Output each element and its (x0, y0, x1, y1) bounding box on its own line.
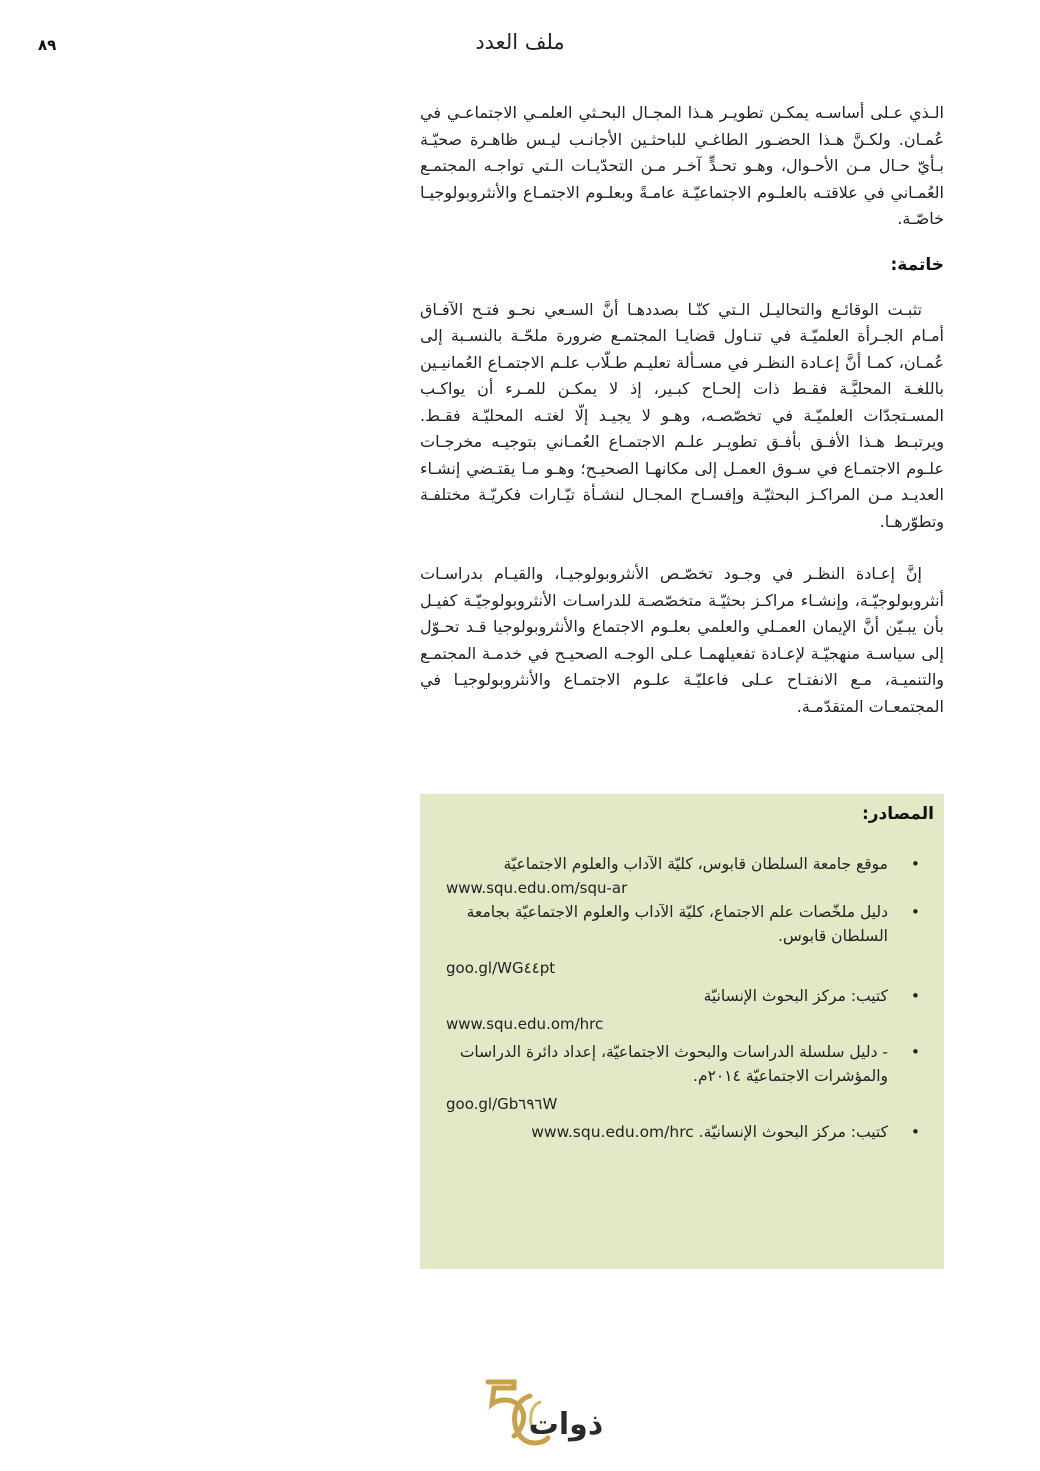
page-number: ٨٩ (38, 36, 57, 54)
article-column (420, 100, 944, 720)
source-item (420, 984, 944, 1036)
source-text: كتيب: مركز البحوث الإنسانيّة. www.squ.edu.om/hrc (531, 1123, 888, 1141)
sources-box (420, 794, 944, 1269)
bullet-icon: • (910, 1043, 920, 1061)
bullet-icon: • (910, 903, 920, 921)
source-url[interactable]: goo.gl/WG٤٤pt (446, 959, 556, 977)
source-text: - دليل سلسلة الدراسات والبحوث الاجتماعيّة، إعداد دائرة الدراسات والمؤشرات الاجتماعيّة ٢٠١٤م. (459, 1043, 888, 1085)
source-item (420, 1040, 944, 1116)
source-url[interactable]: www.squ.edu.om/hrc (446, 1015, 604, 1033)
source-item (420, 1120, 944, 1144)
body-paragraph: تثبـت الوقائـع والتحاليـل الـتي كنّـا بصددهـا أنَّ السـعي نحـو فتـح الآفـاق أمـام الجـرأة العلميّـة في تنـاول قضايـا المجتمـع ضرورة ملحّـة بالنسـبة إلى عُمـان، كمـا أنَّ إعـادة النظـر في مسـألة تعليـم طـلّاب علـم الاجتمـاع العُمانيـين باللغـة المحليَّـة فقـط ذات إلحـاح كبـير، إذ لا يمكـن للمـرء أن يواكـب المسـتجدّات العلميّـة في تخصّصـه، وهـو لا يجيـد إلّا لغتـه المحليّـة فقـط. ويرتبـط هـذا الأفـق بأفـق تطويـر علـم الاجتمـاع العُمـاني بتوجيـه مخرجـات علـوم الاجتمـاع في سـوق العمـل إلى مكانهـا الصحيـح؛ وهـو مـا يقتـضي إنشـاء العديـد مـن المراكـز البحثيّـة وإفسـاح المجـال لنشـأة تيّـارات فكريّـة مختلفـة وتطوّرهـا. (420, 299, 944, 531)
logo-wordmark: ذوات (528, 1407, 604, 1442)
logo-icon (470, 1378, 620, 1453)
sources-title: المصادر: (861, 804, 934, 824)
bullet-icon: • (910, 1123, 920, 1141)
running-header: ملف العدد (475, 30, 565, 54)
brand-logo (470, 1378, 620, 1453)
bullet-icon: • (910, 855, 920, 873)
bullet-icon: • (910, 987, 920, 1005)
source-url[interactable]: goo.gl/Gb٦٩٦W (446, 1095, 558, 1113)
source-item (420, 852, 944, 900)
source-text: كتيب: مركز البحوث الإنسانيّة (703, 987, 888, 1005)
sources-list (420, 852, 944, 1144)
source-text: دليل ملخّصات علم الاجتماع، كليّة الآداب والعلوم الاجتماعيّة بجامعة السلطان قابوس. (466, 903, 888, 945)
source-text: موقع جامعة السلطان قابوس، كليّة الآداب والعلوم الاجتماعيّة (503, 855, 888, 873)
section-heading-conclusion: خاتمة: (890, 254, 944, 275)
body-paragraph: الـذي عـلى أساسـه يمكـن تطويـر هـذا المجـال البحـثي العلمـي الاجتماعـي في عُمـان. ولكـنَّ هـذا الحضـور الطاغـي للباحثـين الأجانـب ليـس ظاهـرة صحيّـة بـأيّ حـال مـن الأحـوال، وهـو تحـدٍّ آخـر مـن التحدّيـات الـتي تواجـه المجتمـع العُمـاني في علاقتـه بالعلـوم الاجتماعيّـة عامـةً وبعلـوم الاجتمـاع والأنثروبولوجيـا خاصّـة. (420, 103, 944, 228)
source-url[interactable]: www.squ.edu.om/squ-ar (446, 879, 628, 897)
body-paragraph: إنَّ إعـادة النظـر في وجـود تخصّـص الأنثروبولوجيـا، والقيـام بدراسـات أنثروبولوجيّـة، وإنشـاء مراكـز بحثيّـة متخصّصـة للدراسـات الأنثروبولوجيّـة كفيـل بأن يبـيّن أنَّ الإيمان العمـلي والعلمي بعلـوم الاجتماع والأنثروبولوجيا قـد تحـوّل إلى سياسـة منهجيّـة لإعـادة تفعيلهمـا عـلى الوجـه الصحيـح في خدمـة المجتمـع والتنميـة، مـع الانفتـاح عـلى فاعليّـة علـوم الاجتمـاع والأنثروبولوجيـا في المجتمعـات المتقدّمـة. (420, 564, 944, 716)
source-item (420, 900, 944, 980)
